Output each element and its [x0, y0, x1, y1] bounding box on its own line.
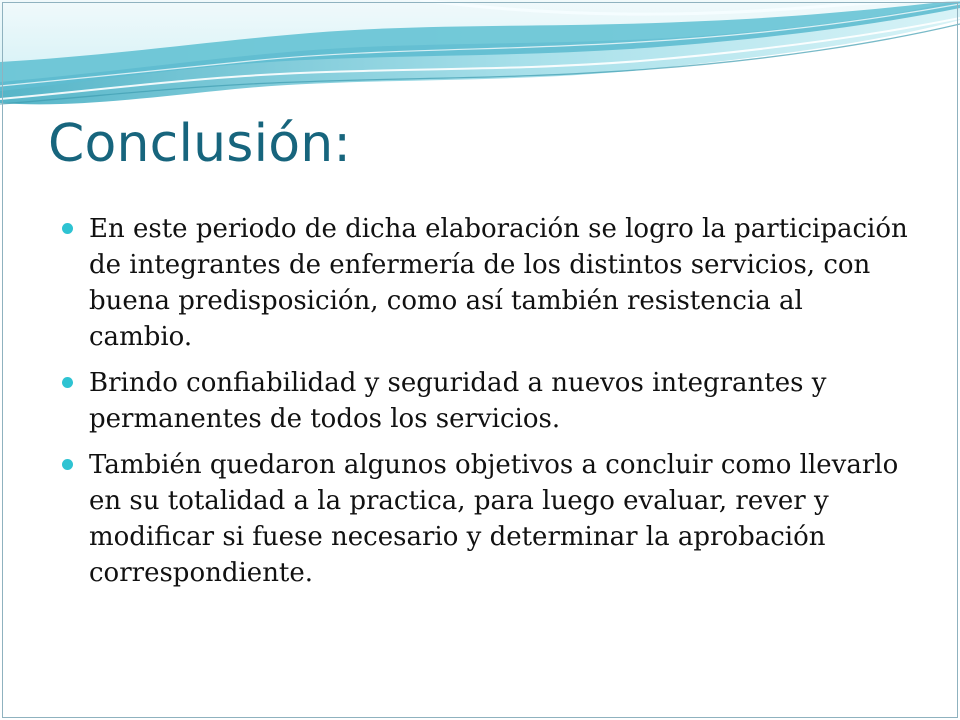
bullet-item	[62, 211, 912, 355]
bullet-text: Brindo confiabilidad y seguridad a nuevos integrantes y permanentes de todos los servicios.	[89, 368, 827, 434]
bullet-dot-icon	[62, 459, 73, 470]
bullet-text: En este periodo de dicha elaboración se logro la participación de integrantes de enfermería de los distintos servicios, con buena predisposición, como así también resistencia al cambio.	[89, 214, 908, 352]
bullet-dot-icon	[62, 377, 73, 388]
bullet-dot-icon	[62, 223, 73, 234]
bullet-item	[62, 447, 912, 591]
conclusion-bullet-list	[62, 211, 912, 601]
bullet-item	[62, 365, 912, 437]
wave-header-decoration	[0, 0, 960, 120]
slide-title: Conclusión:	[48, 114, 352, 174]
bullet-text: También quedaron algunos objetivos a concluir como llevarlo en su totalidad a la practica, para luego evaluar, rever y modificar si fuese necesario y determinar la aprobación correspondiente.	[89, 450, 899, 588]
